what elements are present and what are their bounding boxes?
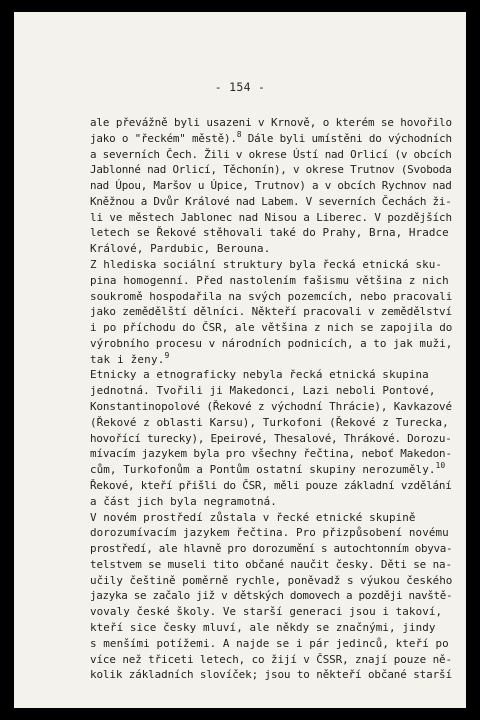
text-line [90,670,450,681]
text-line [90,620,450,634]
line-text: (Řekové z oblasti Karsu), Turkofoni (Řekové z Turecka, [90,415,449,429]
line-text: s menšími potížemi. A najde se i pár jedinců, kteří po [90,636,449,650]
line-text: více než třiceti letech, co žijí v ČSSR, znají pouze ně- [90,652,452,666]
text-line [90,350,450,366]
text-line [90,542,453,556]
line-text: soukromě hospodařila na svých pozemcích, nebo pracovali [90,289,453,303]
text-line [90,273,450,287]
text-line [90,431,452,445]
line-text: cům, Turkofonům a Pontům ostatní skupiny nerozuměly. [90,463,436,477]
line-text: tak i ženy. [90,352,165,366]
line-text: kolik základních slovíček; jsou to někteří občané starší [90,668,452,682]
line-text: Z hlediska sociální struktury byla řecká etnická sku- [90,258,443,272]
line-text: výrobního procesu v národních podnicích, a to jak muži, [90,336,453,350]
text-line [90,244,450,255]
text-line [90,210,452,224]
text-line [90,652,452,666]
line-text: Řekové, kteří přišli do ČSR, měli pouze základní vzdělání [90,478,452,492]
document-page [14,12,466,708]
text-line [90,260,450,271]
footnote-marker: 9 [164,350,170,360]
line-text: pina homogenní. Před nastolením fašismu většina z nich [90,273,449,287]
text-line [90,370,450,381]
text-line [90,386,450,397]
line-text: jako zemědělští dělníci. Někteří pracovali v zemědělství [90,305,452,319]
text-line [90,528,450,539]
line-text: mívacím jazykem byla pro všechny řečtina, neboť Makedon- [90,447,452,461]
text-line [90,129,452,145]
footnote-marker: 10 [435,461,446,471]
line-text: letech se Řekové stěhovali také do Prahy, Brna, Hradce [90,226,449,240]
text-line [90,147,452,161]
line-text: učily češtině poměrně rychle, poněvadž s výukou českého [90,573,453,587]
page-number: - 154 - [214,80,266,94]
text-line [90,402,450,413]
line-text: li ve městech Jablonec nad Nisou a Liberec. V pozdějších [90,210,452,224]
line-text: Etnicky a etnograficky nebyla řecká etnická skupina [90,368,429,382]
text-line [90,321,453,335]
text-line [90,461,450,477]
line-text: nad Úpou, Maršov u Úpice, Trutnov) a v obcích Rychnov nad [90,179,452,193]
text-line [90,607,450,618]
line-text: vovaly české školy. Ve starší generaci jsou i takoví, [90,605,443,619]
text-line [90,165,450,176]
text-line [90,557,452,571]
text-line [90,336,453,350]
text-line [90,478,452,492]
line-text: V novém prostředí zůstala v řecké etnické skupině [90,510,416,524]
line-text: dorozumívacím jazykem řečtina. Pro přizpůsobení novému [90,526,449,540]
line-text: hovořící turecky), Epeirové, Thesalové, Thrákové. Dorozu- [90,431,452,445]
text-line [90,636,450,650]
line-text: Králové, Pardubic, Berouna. [90,242,271,256]
text-line [90,228,450,239]
text-line [90,573,453,587]
line-text: telstvem se museli tito občané naučit česky. Děti se na- [90,557,452,571]
text-line [90,415,450,429]
line-text: jako o "řeckém" městě). [90,131,237,145]
line-text: kteří sice česky mluví, ale někdy se značnými, jindy [90,620,436,634]
line-text: a část jich byla negramotná. [90,494,277,508]
text-line [90,181,450,192]
line-text: Konstantinopolové (Řekové z východní Thrácie), Kavkazové [90,400,452,414]
line-text: jazyka se začalo již v dětských domovech a později navště- [90,589,453,603]
text-line [90,118,450,129]
line-text: a severních Čech. Žili v okrese Ústí nad Orlicí (v obcích [90,147,452,161]
text-line [90,589,453,603]
footnote-marker: 8 [236,129,242,139]
line-text: Kněžnou a Dvůr Králové nad Labem. V severních Čechách ži- [90,194,452,208]
text-line [90,449,450,460]
text-line [90,510,450,524]
line-text: Jablonné nad Orlicí, Těchonín), v okrese Trutnov (Svoboda [90,163,452,177]
line-text-continued: Dále byli umístěni do východních [241,131,452,145]
text-line [90,307,450,318]
text-line [90,194,452,208]
line-text: i po příchodu do ČSR, ale většina z nich se zapojila do [90,321,453,335]
text-line [90,494,450,508]
line-text: prostředí, ale hlavně pro dorozumění s autochtonním obyva- [90,542,453,556]
line-text: ale převážně byli usazeni v Krnově, o kterém se hovořilo [90,116,452,129]
line-text: jednotná. Tvořili ji Makedonci, Lazi neboli Pontové, [90,384,436,398]
text-line [90,289,453,303]
